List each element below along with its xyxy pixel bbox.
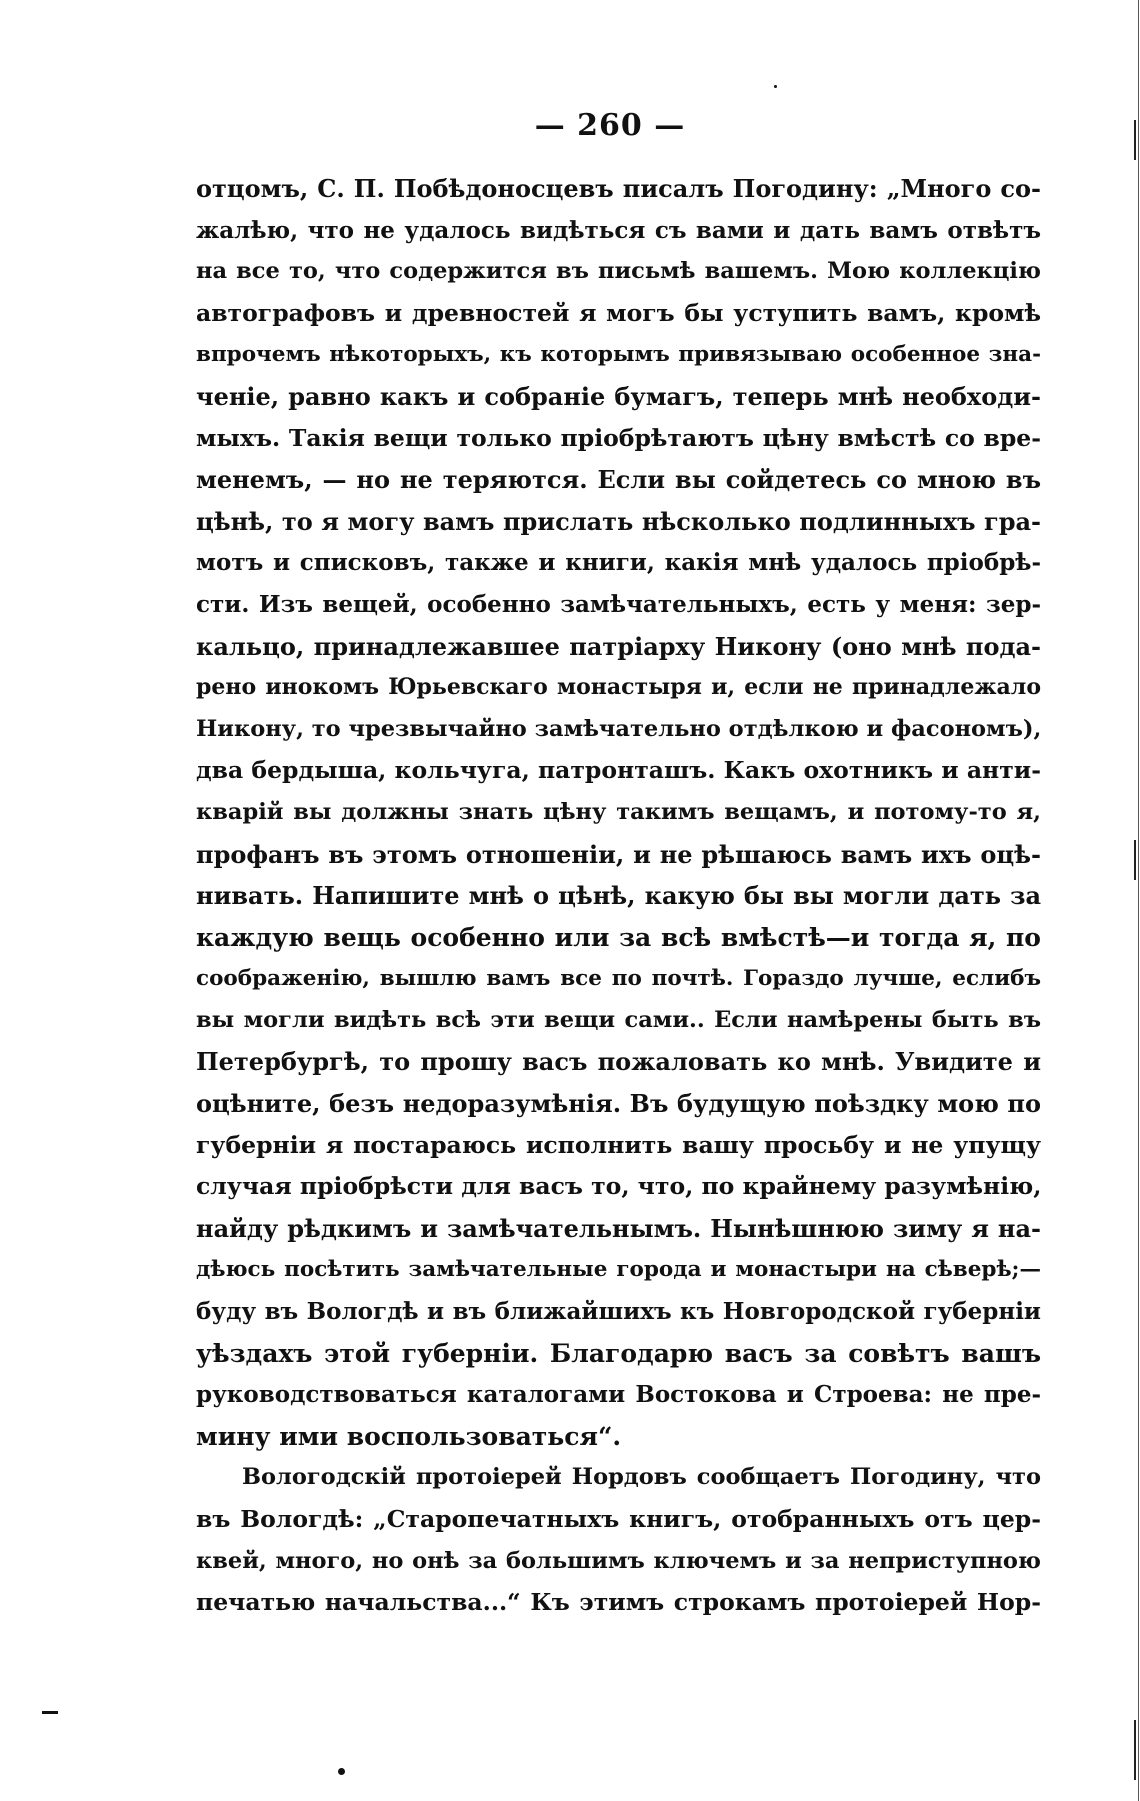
text-line: Петербургѣ, то прошу васъ пожаловать ко мнѣ. Увидите и — [196, 1047, 1041, 1077]
text-line: на все то, что содержится въ письмѣ вашемъ. Мою коллекцію — [196, 258, 1041, 285]
body-text — [196, 168, 1041, 1624]
text-line: буду въ Вологдѣ и въ ближайшихъ къ Новгородской губерніи — [196, 1298, 1041, 1326]
text-line: вы могли видѣть всѣ эти вещи сами.. Если намѣрены быть въ — [196, 1006, 1041, 1033]
scan-edge-mark — [1134, 840, 1136, 880]
text-line: дѣюсь посѣтить замѣчательные города и монастыри на сѣверѣ;— — [196, 1257, 1041, 1283]
paragraph — [196, 1457, 1041, 1623]
scan-speck — [774, 85, 777, 88]
text-line: автографовъ и древностей я могъ бы уступить вамъ, кромѣ — [196, 298, 1041, 327]
text-line: ченіе, равно какъ и собраніе бумагъ, теперь мнѣ необходи- — [196, 381, 1041, 411]
scan-speck — [42, 1711, 58, 1714]
text-line: руководствоваться каталогами Востокова и Строева: не пре- — [196, 1381, 1041, 1409]
text-line: отцомъ, С. П. Побѣдоносцевъ писалъ Погодину: „Много со- — [196, 174, 1041, 203]
text-line: губерніи я постараюсь исполнить вашу просьбу и не упущу — [196, 1130, 1041, 1159]
text-line: профанъ въ этомъ отношеніи, и не рѣшаюсь вамъ ихъ оцѣ- — [196, 839, 1041, 869]
text-line: печатью начальства...“ Къ этимъ строкамъ протоіерей Нор- — [196, 1588, 1041, 1617]
text-line: два бердыша, кольчуга, патронташъ. Какъ охотникъ и анти- — [196, 756, 1041, 785]
text-line: случая пріобрѣсти для васъ то, что, по крайнему разумѣнію, — [196, 1172, 1041, 1201]
text-line: Вологодскій протоіерей Нордовъ сообщаетъ Погодину, что — [242, 1464, 1041, 1491]
text-line: менемъ, — но не теряются. Если вы сойдетесь со мною въ — [196, 465, 1041, 495]
text-line: рено инокомъ Юрьевскаго монастыря и, если не принадлежало — [196, 674, 1041, 701]
text-line: оцѣните, безъ недоразумѣнія. Въ будущую поѣздку мою по — [196, 1089, 1041, 1119]
text-line: цѣнѣ, то я могу вамъ прислать нѣсколько подлинныхъ гра- — [196, 506, 1041, 536]
text-line: соображенію, вышлю вамъ все по почтѣ. Гораздо лучше, еслибъ — [196, 966, 1041, 992]
text-line: кальцо, принадлежавшее патріарху Никону (оно мнѣ пода- — [196, 631, 1041, 661]
page-number: — 260 — — [534, 108, 686, 143]
text-line: мину ими воспользоваться“. — [196, 1421, 622, 1451]
text-line: найду рѣдкимъ и замѣчательнымъ. Нынѣшнюю зиму я на- — [196, 1213, 1041, 1243]
text-line: мотъ и списковъ, также и книги, какія мнѣ удалось пріобрѣ- — [196, 549, 1041, 577]
text-line: въ Вологдѣ: „Старопечатныхъ книгъ, отобранныхъ отъ цер- — [196, 1505, 1041, 1533]
text-line: каждую вещь особенно или за всѣ вмѣстѣ—и тогда я, по — [196, 922, 1041, 952]
scan-speck — [338, 1768, 345, 1775]
text-line: квей, много, но онѣ за большимъ ключемъ и за неприступною — [196, 1547, 1041, 1574]
scan-edge-mark — [1134, 1720, 1136, 1780]
text-line: жалѣю, что не удалось видѣться съ вами и дать вамъ отвѣтъ — [196, 216, 1041, 244]
scan-edge-line — [1138, 0, 1139, 1801]
paragraph — [196, 168, 1041, 1457]
text-line: уѣздахъ этой губерніи. Благодарю васъ за совѣтъ вашъ — [196, 1338, 1041, 1368]
text-line: кварій вы должны знать цѣну такимъ вещамъ, и потому-то я, — [196, 798, 1041, 825]
text-line: Никону, то чрезвычайно замѣчательно отдѣлкою и фасономъ), — [196, 715, 1041, 742]
text-line: впрочемъ нѣкоторыхъ, къ которымъ привязываю особенное зна- — [196, 342, 1041, 368]
text-line: мыхъ. Такія вещи только пріобрѣтаютъ цѣну вмѣстѣ со вре- — [196, 423, 1041, 452]
text-line: сти. Изъ вещей, особенно замѣчательныхъ, есть у меня: зер- — [196, 590, 1041, 618]
text-line: нивать. Напишите мнѣ о цѣнѣ, какую бы вы могли дать за — [196, 881, 1041, 911]
